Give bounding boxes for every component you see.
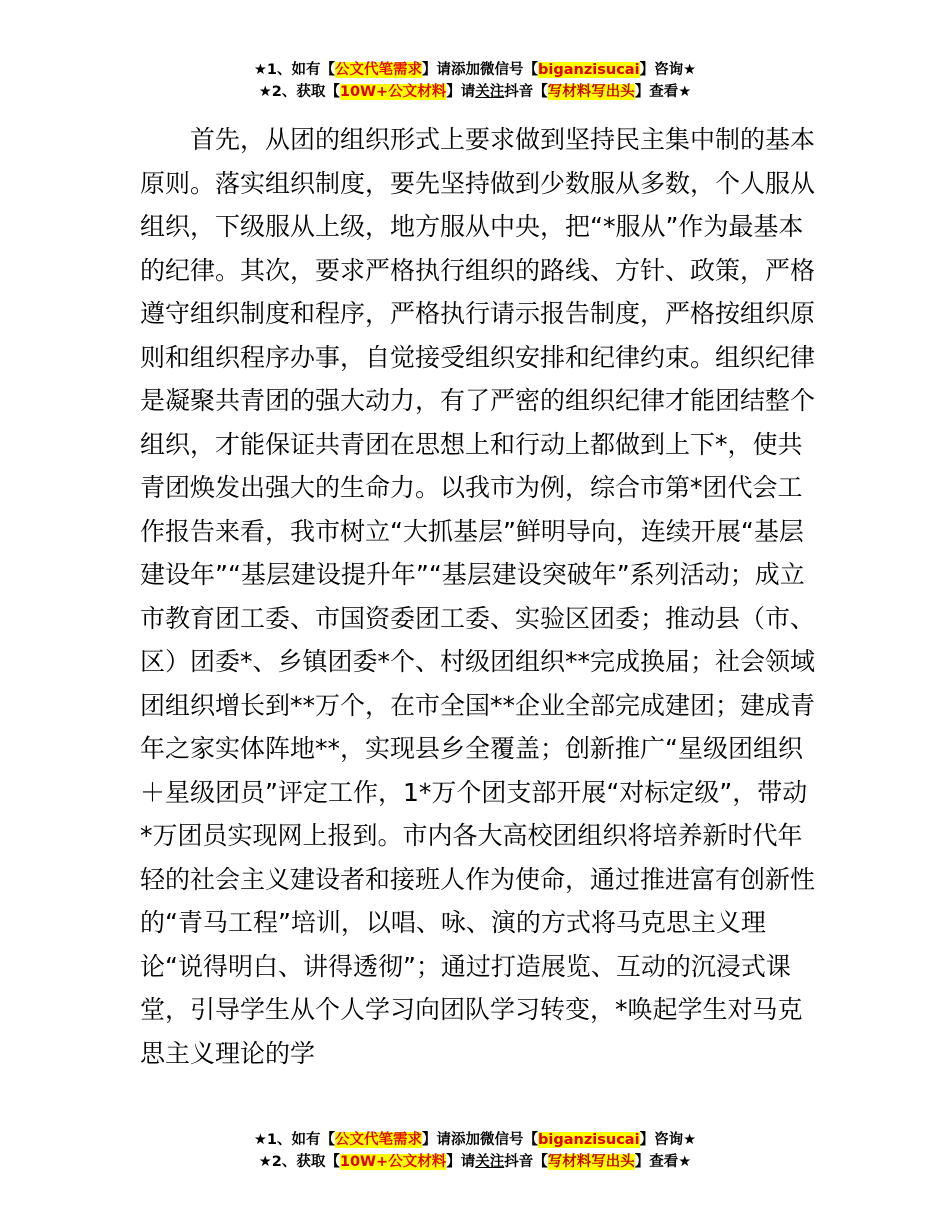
- footer-banner-line-2: [0, 1151, 950, 1173]
- header-banner-line-1: [0, 59, 950, 81]
- banner-text: 】请: [446, 84, 476, 100]
- body-line: 的“青马工程”培训，以唱、咏、演的方式将马克思主义理: [140, 908, 766, 937]
- body-line: 组织，下级服从上级，地方服从中央，把“*服从”作为最基本: [140, 212, 804, 241]
- body-line: 堂，引导学生从个人学习向团队学习转变，*唤起学生对马克: [140, 995, 803, 1024]
- banner-highlight: 公文代笔需求: [335, 62, 423, 78]
- banner-highlight: 公文代笔需求: [335, 1132, 423, 1148]
- body-line: ＋星级团员”评定工作，1*万个团支部开展“对标定级”，带动: [140, 777, 808, 807]
- banner-emphasis: 添加: [451, 62, 481, 78]
- banner-text: 抖音【: [504, 1154, 548, 1170]
- body-line: 建设年”“基层建设提升年”“基层建设突破年”系列活动；成立: [140, 560, 805, 589]
- banner-highlight: 写材料写出头: [547, 1154, 635, 1170]
- body-line: 团组织增长到**万个，在市全国**企业全部完成建团；建成青: [140, 690, 816, 720]
- body-line: 遵守组织制度和程序，严格执行请示报告制度，严格按组织原: [140, 299, 816, 328]
- banner-highlight: biganzisucai: [538, 1132, 640, 1148]
- banner-text: 】请: [422, 1132, 452, 1148]
- body-line: *万团员实现网上报到。市内各大高校团组织将培养新时代年: [140, 821, 803, 850]
- banner-text: ★1、如有【: [253, 62, 336, 78]
- body-line: 原则。落实组织制度，要先坚持做到少数服从多数，个人服从: [140, 168, 816, 198]
- banner-highlight: 10W+公文材料: [339, 84, 447, 100]
- banner-text: 】请: [446, 1154, 476, 1170]
- header-banner-line-2: [0, 81, 950, 103]
- banner-text: 微信号【: [480, 1132, 539, 1148]
- banner-emphasis: 添加: [451, 1132, 481, 1148]
- banner-text: 微信号【: [480, 62, 539, 78]
- body-line: 青团焕发出强大的生命力。以我市为例，综合市第*团代会工: [140, 473, 803, 502]
- banner-text: 】查看★: [634, 84, 692, 100]
- banner-highlight: biganzisucai: [538, 62, 640, 78]
- body-line: 则和组织程序办事，自觉接受组织安排和纪律约束。组织纪律: [140, 342, 816, 372]
- banner-text: 】咨询★: [639, 62, 697, 78]
- body-line: 轻的社会主义建设者和接班人作为使命，通过推进富有创新性: [140, 864, 816, 894]
- body-line: 组织，才能保证共青团在思想上和行动上都做到上下*，使共: [140, 429, 803, 459]
- footer-banner: [0, 1129, 950, 1173]
- body-line: 的纪律。其次，要求严格执行组织的路线、方针、政策，严格: [140, 255, 816, 285]
- body-line: 论“说得明白、讲得透彻”；通过打造展览、互动的沉浸式课: [140, 951, 791, 981]
- body-line: 区）团委*、乡镇团委*个、村级团组织**完成换届；社会领域: [140, 647, 816, 676]
- banner-highlight: 写材料写出头: [547, 84, 635, 100]
- body-line: 市教育团工委、市国资委团工委、实验区团委；推动县（市、: [140, 603, 816, 633]
- body-line: 作报告来看，我市树立“大抓基层”鲜明导向，连续开展“基层: [140, 516, 804, 546]
- body-line: 是凝聚共青团的强大动力，有了严密的组织纪律才能团结整个: [140, 386, 816, 415]
- banner-emphasis: 关注: [475, 1154, 505, 1170]
- banner-text: 】咨询★: [639, 1132, 697, 1148]
- banner-text: ★2、获取【: [258, 84, 340, 100]
- header-banner: [0, 59, 950, 103]
- banner-text: 抖音【: [504, 84, 548, 100]
- banner-text: ★2、获取【: [258, 1154, 340, 1170]
- banner-text: 】查看★: [634, 1154, 692, 1170]
- banner-emphasis: 关注: [475, 84, 505, 100]
- body-line: 首先，从团的组织形式上要求做到坚持民主集中制的基本: [190, 125, 816, 154]
- banner-highlight: 10W+公文材料: [339, 1154, 447, 1170]
- body-line: 年之家实体阵地**，实现县乡全覆盖；创新推广“星级团组织: [140, 734, 803, 763]
- body-paragraph: [140, 118, 816, 1075]
- footer-banner-line-1: [0, 1129, 950, 1151]
- body-line: 思主义理论的学: [140, 1038, 316, 1068]
- banner-text: ★1、如有【: [253, 1132, 336, 1148]
- banner-text: 】请: [422, 62, 452, 78]
